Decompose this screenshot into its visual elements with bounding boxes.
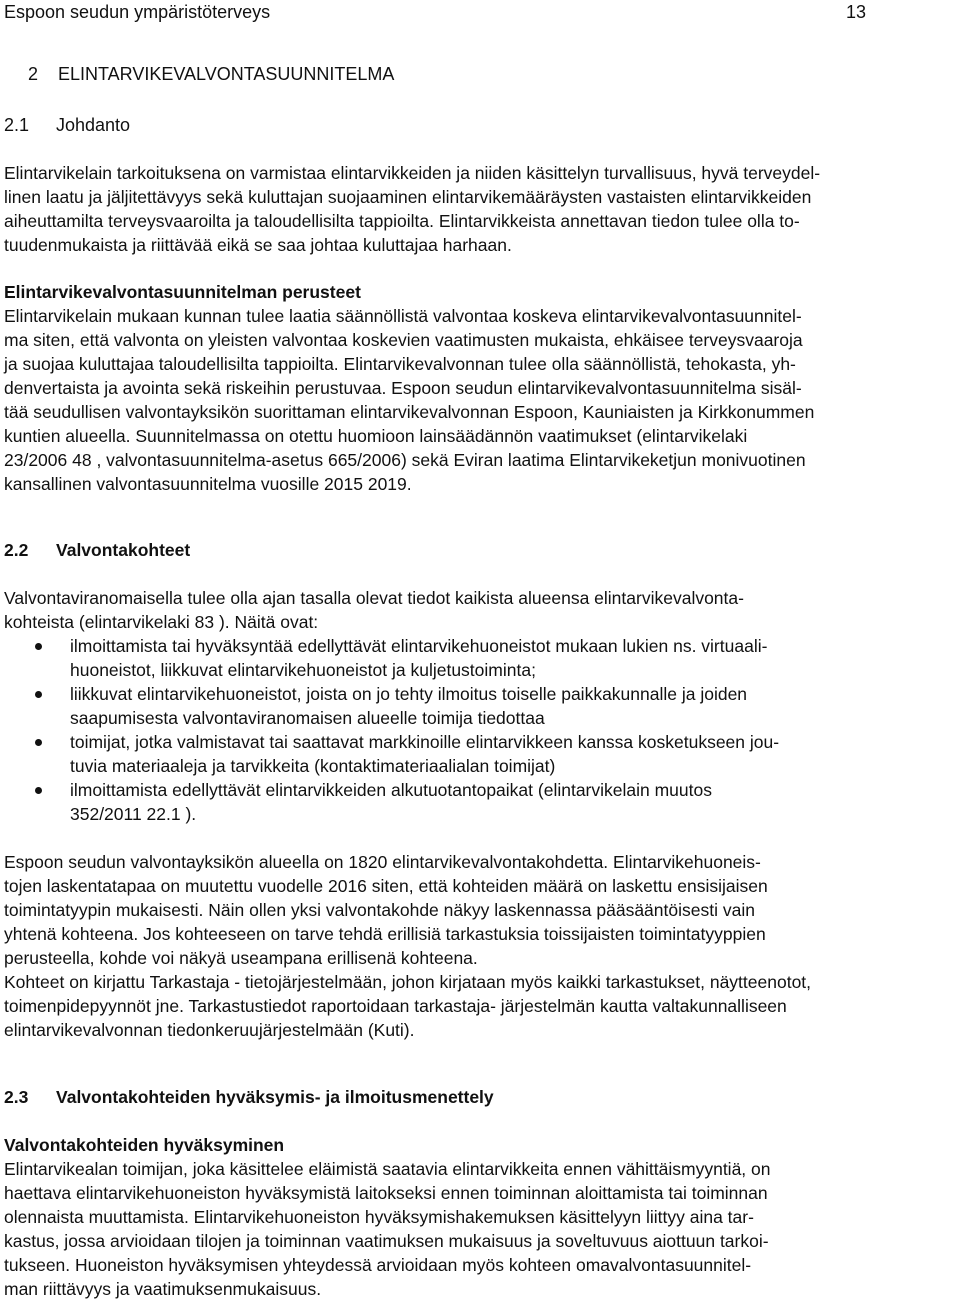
chapter-number: 2 [28, 64, 39, 84]
text-line: kastus, jossa arvioidaan tilojen ja toiminnan vaatimuksen mukaisuus ja soveltuvuus aiottuun tarkoi- [4, 1231, 769, 1251]
text-line: olennaista muuttamista. Elintarvikehuoneiston hyväksymishakemuksen käsittelyyn liittyy aina tar- [4, 1207, 754, 1227]
section-2-1-heading [4, 113, 954, 137]
text-line: tuvia materiaaleja ja tarvikkeita (kontaktimateriaalialan toimijat) [70, 756, 556, 776]
list-item [4, 730, 954, 778]
approval-section [4, 1133, 954, 1301]
list-item [4, 682, 954, 730]
text-line: toimenpidepyynnöt jne. Tarkastustiedot raportoidaan tarkastaja- järjestelmän kautta valtakunnalliseen [4, 996, 787, 1016]
text-line: kohteista (elintarvikelaki 83 ). Näitä ovat: [4, 612, 319, 632]
section-2-1-number: 2.1 [4, 115, 30, 135]
text-line: saapumisesta valvontaviranomaisen alueelle toimija tiedottaa [70, 708, 545, 728]
approval-subheading: Valvontakohteiden hyväksyminen [4, 1135, 285, 1155]
text-line: kansallinen valvontasuunnitelma vuosille 2015 2019. [4, 474, 412, 494]
text-line: tuudenmukaista ja riittävää eikä se saa johtaa kuluttajaa harhaan. [4, 235, 512, 255]
bullet-icon [35, 739, 42, 746]
text-line: 23/2006 48 , valvontasuunnitelma-asetus 665/2006) sekä Eviran laatima Elintarvikeketjun monivuotinen [4, 450, 806, 470]
text-line: Valvontaviranomaisella tulee olla ajan tasalla olevat tiedot kaikista alueensa elintarvikevalvonta- [4, 588, 744, 608]
section-2-3-number: 2.3 [4, 1087, 29, 1107]
text-line: kuntien alueella. Suunnitelmassa on otettu huomioon lainsäädännön vaatimukset (elintarvikelaki [4, 426, 748, 446]
targets-intro [4, 586, 954, 634]
count-paragraph [4, 850, 954, 1042]
section-2-3-heading [4, 1085, 954, 1109]
header-title: Espoon seudun ympäristöterveys [4, 2, 271, 22]
text-line: Elintarvikealan toimijan, joka käsittelee eläimistä saatavia elintarvikkeita ennen vähittäismyyntiä, on [4, 1159, 771, 1179]
text-line: liikkuvat elintarvikehuoneistot, joista on jo tehty ilmoitus toiselle paikkakunnalle ja joiden [70, 684, 748, 704]
text-line: Elintarvikelain tarkoituksena on varmistaa elintarvikkeiden ja niiden käsittelyn turvallisuus, hyvä terveydel- [4, 163, 821, 183]
text-line: Elintarvikelain mukaan kunnan tulee laatia säännöllistä valvontaa koskeva elintarvikevalvontasuunnitel- [4, 306, 802, 326]
text-line: perusteella, kohde voi näkyä useampana erillisenä kohteena. [4, 948, 478, 968]
bullet-icon [35, 643, 42, 650]
page-header [4, 0, 874, 24]
text-line: ilmoittamista tai hyväksyntää edellyttävät elintarvikehuoneistot mukaan lukien ns. virtuaali- [70, 636, 768, 656]
text-line: toimijat, jotka valmistavat tai saattavat markkinoille elintarvikkeen kanssa kosketukseen jou- [70, 732, 780, 752]
intro-paragraph [4, 161, 954, 257]
section-2-2-heading [4, 538, 954, 562]
targets-list [4, 634, 954, 826]
text-line: aiheuttamilta terveysvaaroilta ja taloudellisilta tappioilta. Elintarvikkeista annettavan tiedon tulee olla to- [4, 211, 800, 231]
text-line: Kohteet on kirjattu Tarkastaja - tietojärjestelmään, johon kirjataan myös kaikki tarkastukset, näytteenotot, [4, 972, 812, 992]
text-line: man riittävyys ja vaatimuksenmukaisuus. [4, 1279, 322, 1299]
text-line: haettava elintarvikehuoneiston hyväksymistä laitokseksi ennen toiminnan aloittamista tai toiminnan [4, 1183, 768, 1203]
text-line: 352/2011 22.1 ). [70, 804, 197, 824]
section-2-3-title: Valvontakohteiden hyväksymis- ja ilmoitusmenettely [56, 1087, 494, 1107]
text-line: linen laatu ja jäljitettävyys sekä kuluttajan suojaaminen elintarvikemääräysten vastaisten elintarvikkeiden [4, 187, 812, 207]
section-2-2-title: Valvontakohteet [56, 540, 191, 560]
chapter-heading [4, 62, 954, 86]
text-line: toimintatyypin mukaisesti. Näin ollen yksi valvontakohde näkyy laskennassa pääsääntöisesti vain [4, 900, 755, 920]
text-line: ilmoittamista edellyttävät elintarvikkeiden alkutuotantopaikat (elintarvikelain muutos [70, 780, 712, 800]
page-number: 13 [845, 2, 866, 22]
list-item [4, 778, 954, 826]
text-line: tää seudullisen valvontayksikön suorittaman elintarvikevalvonnan Espoon, Kauniaisten ja Kirkkonummen [4, 402, 815, 422]
text-line: yhtenä kohteena. Jos kohteeseen on tarve tehdä erillisiä tarkastuksia toissijaisten toimintatyyppien [4, 924, 766, 944]
section-2-1-title: Johdanto [56, 115, 131, 135]
bullet-icon [35, 787, 42, 794]
chapter-title: ELINTARVIKEVALVONTASUUNNITELMA [58, 64, 395, 84]
basis-section [4, 280, 954, 496]
section-2-2-number: 2.2 [4, 540, 29, 560]
text-line: tojen laskentatapaa on muutettu vuodelle 2016 siten, että kohteiden määrä on laskettu ensisijaisen [4, 876, 768, 896]
text-line: denvertaista ja avointa sekä riskeihin perustuvaa. Espoon seudun elintarvikevalvontasuunnitelma sisäl- [4, 378, 802, 398]
text-line: ma siten, että valvonta on yleisten valvontaa koskevien vaatimusten mukaista, ehkäisee terveysvaaroja [4, 330, 803, 350]
list-item [4, 634, 954, 682]
text-line: Espoon seudun valvontayksikön alueella on 1820 elintarvikevalvontakohdetta. Elintarvikehuoneis- [4, 852, 761, 872]
text-line: tukseen. Huoneiston hyväksymisen yhteydessä arvioidaan myös kohteen omavalvontasuunnitel- [4, 1255, 752, 1275]
bullet-icon [35, 691, 42, 698]
basis-subheading: Elintarvikevalvontasuunnitelman perusteet [4, 282, 361, 302]
text-line: ja suojaa kuluttajaa taloudellisilta tappioilta. Elintarvikevalvonnan tulee olla säännöllistä, tehokasta, yh- [4, 354, 796, 374]
text-line: huoneistot, liikkuvat elintarvikehuoneistot ja kuljetustoiminta; [70, 660, 536, 680]
text-line: elintarvikevalvonnan tiedonkeruujärjestelmään (Kuti). [4, 1020, 415, 1040]
